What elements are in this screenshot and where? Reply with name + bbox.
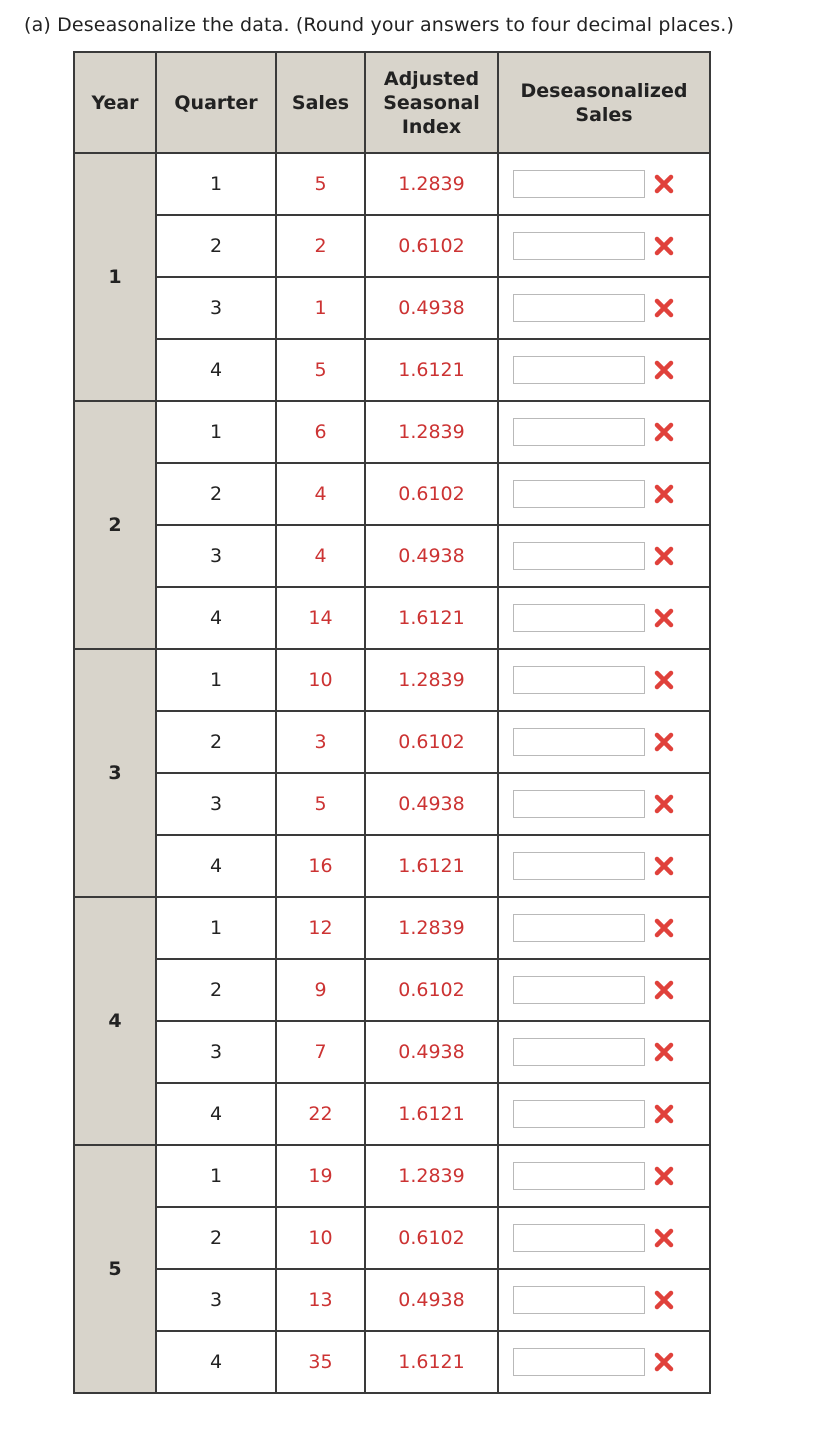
seasonal-index-cell: 1.2839 xyxy=(365,401,498,463)
x-mark-icon xyxy=(653,979,675,1001)
seasonal-index-cell: 0.6102 xyxy=(365,959,498,1021)
seasonal-index-cell: 1.2839 xyxy=(365,1145,498,1207)
deseasonalized-cell xyxy=(498,277,710,339)
seasonal-index-cell: 0.4938 xyxy=(365,773,498,835)
seasonal-index-cell: 0.4938 xyxy=(365,525,498,587)
table-row xyxy=(74,1083,710,1145)
deseasonalized-sales-input[interactable] xyxy=(513,480,645,508)
quarter-cell: 2 xyxy=(156,1207,276,1269)
quarter-cell: 2 xyxy=(156,463,276,525)
answer-wrapper xyxy=(499,542,709,570)
deseasonalized-sales-input[interactable] xyxy=(513,1348,645,1376)
year-cell: 4 xyxy=(74,897,156,1145)
deseasonalized-cell xyxy=(498,463,710,525)
table-row xyxy=(74,277,710,339)
quarter-cell: 4 xyxy=(156,339,276,401)
deseasonalized-cell xyxy=(498,525,710,587)
deseasonalized-cell xyxy=(498,587,710,649)
sales-cell: 13 xyxy=(276,1269,365,1331)
deseasonalized-cell xyxy=(498,339,710,401)
deseasonalized-sales-input[interactable] xyxy=(513,666,645,694)
year-cell: 2 xyxy=(74,401,156,649)
x-mark-icon xyxy=(653,545,675,567)
deseasonalized-cell xyxy=(498,773,710,835)
seasonal-index-cell: 1.6121 xyxy=(365,1331,498,1393)
header-sales: Sales xyxy=(276,52,365,153)
table-row xyxy=(74,773,710,835)
header-year: Year xyxy=(74,52,156,153)
deseasonalized-sales-input[interactable] xyxy=(513,542,645,570)
answer-wrapper xyxy=(499,232,709,260)
deseasonalized-sales-input[interactable] xyxy=(513,914,645,942)
deseasonalized-cell xyxy=(498,1021,710,1083)
deseasonalized-sales-input[interactable] xyxy=(513,294,645,322)
deseasonalized-sales-input[interactable] xyxy=(513,170,645,198)
sales-cell: 1 xyxy=(276,277,365,339)
sales-cell: 5 xyxy=(276,773,365,835)
deseasonalized-sales-input[interactable] xyxy=(513,604,645,632)
header-deseasonalized: Deseasonalized Sales xyxy=(498,52,710,153)
answer-wrapper xyxy=(499,1286,709,1314)
deseasonalized-cell xyxy=(498,215,710,277)
year-cell: 3 xyxy=(74,649,156,897)
x-mark-icon xyxy=(653,1351,675,1373)
table-row xyxy=(74,401,710,463)
table-row xyxy=(74,897,710,959)
table-row xyxy=(74,1145,710,1207)
answer-wrapper xyxy=(499,480,709,508)
quarter-cell: 3 xyxy=(156,277,276,339)
deseasonalized-cell xyxy=(498,1269,710,1331)
sales-cell: 5 xyxy=(276,153,365,215)
answer-wrapper xyxy=(499,976,709,1004)
deseasonalized-cell xyxy=(498,1207,710,1269)
sales-cell: 14 xyxy=(276,587,365,649)
x-mark-icon xyxy=(653,731,675,753)
sales-cell: 9 xyxy=(276,959,365,1021)
seasonal-index-cell: 0.6102 xyxy=(365,215,498,277)
deseasonalized-cell xyxy=(498,1145,710,1207)
table-row xyxy=(74,339,710,401)
answer-wrapper xyxy=(499,790,709,818)
seasonal-index-cell: 0.6102 xyxy=(365,711,498,773)
seasonal-index-cell: 1.2839 xyxy=(365,153,498,215)
table-row xyxy=(74,835,710,897)
deseasonalized-cell xyxy=(498,649,710,711)
sales-cell: 3 xyxy=(276,711,365,773)
sales-cell: 6 xyxy=(276,401,365,463)
answer-wrapper xyxy=(499,1038,709,1066)
answer-wrapper xyxy=(499,1100,709,1128)
answer-wrapper xyxy=(499,356,709,384)
x-mark-icon xyxy=(653,855,675,877)
deseasonalized-cell xyxy=(498,711,710,773)
seasonal-index-cell: 1.6121 xyxy=(365,1083,498,1145)
answer-wrapper xyxy=(499,294,709,322)
table-row xyxy=(74,1021,710,1083)
table-row xyxy=(74,1207,710,1269)
quarter-cell: 2 xyxy=(156,711,276,773)
x-mark-icon xyxy=(653,669,675,691)
table-row xyxy=(74,525,710,587)
x-mark-icon xyxy=(653,235,675,257)
sales-cell: 12 xyxy=(276,897,365,959)
sales-cell: 19 xyxy=(276,1145,365,1207)
quarter-cell: 1 xyxy=(156,1145,276,1207)
deseasonalized-sales-input[interactable] xyxy=(513,356,645,384)
sales-cell: 2 xyxy=(276,215,365,277)
quarter-cell: 1 xyxy=(156,153,276,215)
x-mark-icon xyxy=(653,793,675,815)
answer-wrapper xyxy=(499,666,709,694)
x-mark-icon xyxy=(653,297,675,319)
deseasonalized-sales-input[interactable] xyxy=(513,418,645,446)
x-mark-icon xyxy=(653,1227,675,1249)
quarter-cell: 4 xyxy=(156,587,276,649)
answer-wrapper xyxy=(499,418,709,446)
x-mark-icon xyxy=(653,173,675,195)
answer-wrapper xyxy=(499,914,709,942)
quarter-cell: 1 xyxy=(156,401,276,463)
table-row xyxy=(74,463,710,525)
table-body xyxy=(74,153,710,1393)
quarter-cell: 2 xyxy=(156,959,276,1021)
quarter-cell: 3 xyxy=(156,773,276,835)
deseasonalized-sales-input[interactable] xyxy=(513,1100,645,1128)
table-row xyxy=(74,215,710,277)
x-mark-icon xyxy=(653,1289,675,1311)
instructions: (a) Deseasonalize the data. (Round your answers to four decimal places.) xyxy=(24,14,735,36)
seasonal-index-cell: 1.6121 xyxy=(365,835,498,897)
sales-cell: 4 xyxy=(276,525,365,587)
header-quarter: Quarter xyxy=(156,52,276,153)
deseasonalized-cell xyxy=(498,835,710,897)
seasonal-index-cell: 1.2839 xyxy=(365,649,498,711)
table-row xyxy=(74,711,710,773)
sales-cell: 22 xyxy=(276,1083,365,1145)
sales-cell: 4 xyxy=(276,463,365,525)
header-index: Adjusted Seasonal Index xyxy=(365,52,498,153)
year-cell: 5 xyxy=(74,1145,156,1393)
sales-cell: 10 xyxy=(276,1207,365,1269)
seasonal-index-cell: 1.6121 xyxy=(365,339,498,401)
seasonal-index-cell: 1.2839 xyxy=(365,897,498,959)
sales-cell: 7 xyxy=(276,1021,365,1083)
deseasonalized-cell xyxy=(498,897,710,959)
seasonal-index-cell: 0.4938 xyxy=(365,1269,498,1331)
x-mark-icon xyxy=(653,1041,675,1063)
header-row xyxy=(74,52,710,153)
quarter-cell: 3 xyxy=(156,1021,276,1083)
quarter-cell: 1 xyxy=(156,649,276,711)
table-row xyxy=(74,959,710,1021)
x-mark-icon xyxy=(653,917,675,939)
table-row xyxy=(74,1269,710,1331)
answer-wrapper xyxy=(499,604,709,632)
seasonal-index-cell: 1.6121 xyxy=(365,587,498,649)
answer-wrapper xyxy=(499,852,709,880)
deseasonalized-cell xyxy=(498,153,710,215)
x-mark-icon xyxy=(653,607,675,629)
deseasonalized-cell xyxy=(498,1331,710,1393)
answer-wrapper xyxy=(499,1348,709,1376)
seasonal-index-cell: 0.4938 xyxy=(365,1021,498,1083)
quarter-cell: 4 xyxy=(156,1083,276,1145)
deseasonalized-sales-input[interactable] xyxy=(513,1224,645,1252)
seasonal-index-cell: 0.4938 xyxy=(365,277,498,339)
sales-cell: 35 xyxy=(276,1331,365,1393)
answer-wrapper xyxy=(499,728,709,756)
deseasonalized-sales-input[interactable] xyxy=(513,1162,645,1190)
deseasonalized-sales-input[interactable] xyxy=(513,976,645,1004)
x-mark-icon xyxy=(653,483,675,505)
quarter-cell: 2 xyxy=(156,215,276,277)
deseasonalized-sales-input[interactable] xyxy=(513,728,645,756)
quarter-cell: 4 xyxy=(156,835,276,897)
answer-wrapper xyxy=(499,1224,709,1252)
quarter-cell: 3 xyxy=(156,1269,276,1331)
x-mark-icon xyxy=(653,1165,675,1187)
sales-cell: 5 xyxy=(276,339,365,401)
table-row xyxy=(74,649,710,711)
deseasonalized-sales-input[interactable] xyxy=(513,1038,645,1066)
answer-wrapper xyxy=(499,170,709,198)
quarter-cell: 3 xyxy=(156,525,276,587)
sales-cell: 10 xyxy=(276,649,365,711)
seasonal-index-cell: 0.6102 xyxy=(365,1207,498,1269)
quarter-cell: 4 xyxy=(156,1331,276,1393)
deseasonalized-sales-input[interactable] xyxy=(513,790,645,818)
quarter-cell: 1 xyxy=(156,897,276,959)
deseasonalized-sales-input[interactable] xyxy=(513,852,645,880)
seasonal-index-cell: 0.6102 xyxy=(365,463,498,525)
table-row xyxy=(74,587,710,649)
table-row xyxy=(74,153,710,215)
x-mark-icon xyxy=(653,359,675,381)
deseasonalized-cell xyxy=(498,401,710,463)
x-mark-icon xyxy=(653,1103,675,1125)
deseasonalize-table xyxy=(73,51,711,1394)
deseasonalized-cell xyxy=(498,1083,710,1145)
x-mark-icon xyxy=(653,421,675,443)
deseasonalized-sales-input[interactable] xyxy=(513,232,645,260)
table-row xyxy=(74,1331,710,1393)
deseasonalized-cell xyxy=(498,959,710,1021)
deseasonalized-sales-input[interactable] xyxy=(513,1286,645,1314)
answer-wrapper xyxy=(499,1162,709,1190)
year-cell: 1 xyxy=(74,153,156,401)
sales-cell: 16 xyxy=(276,835,365,897)
